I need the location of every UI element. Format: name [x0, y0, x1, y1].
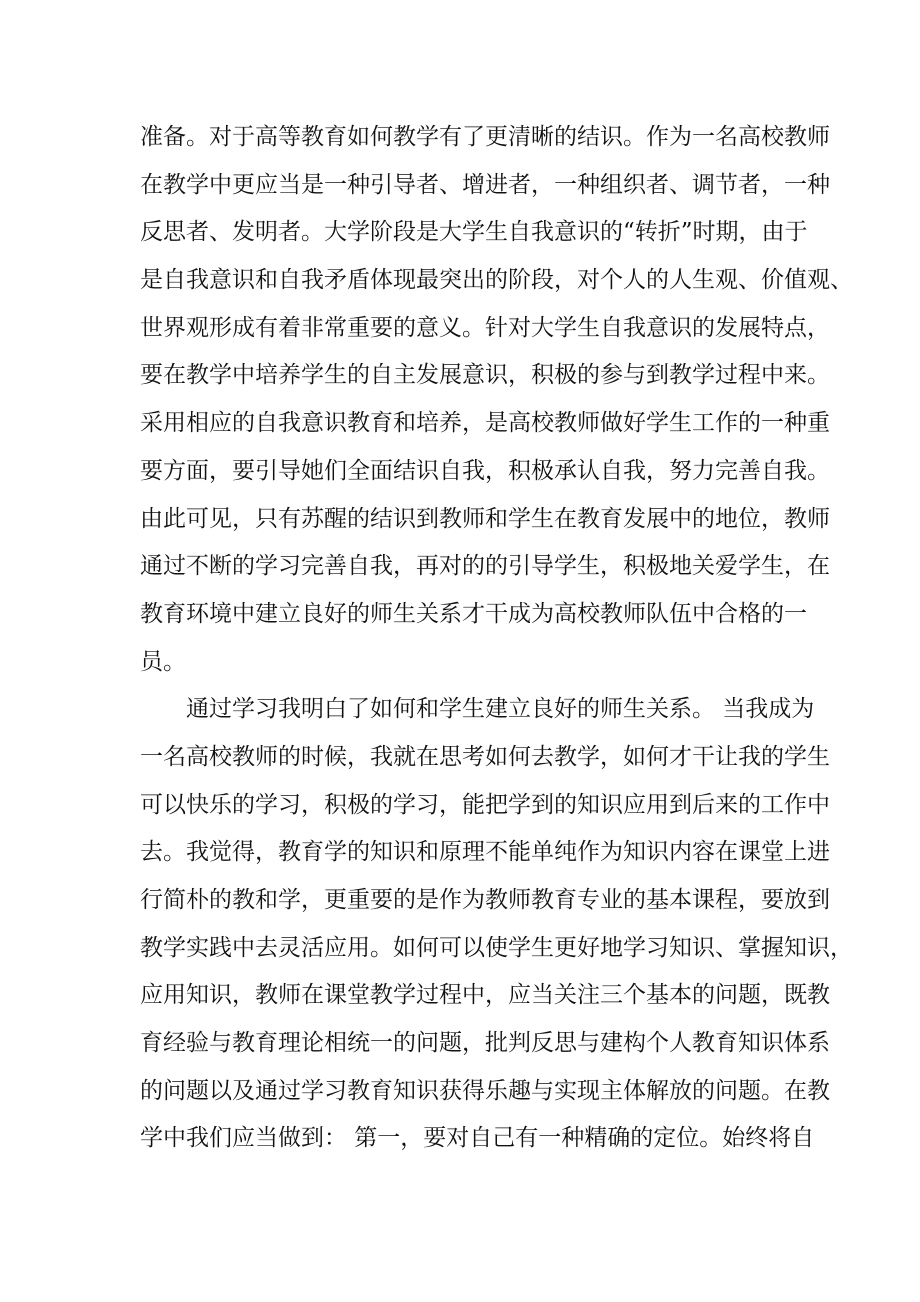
text-line: 反思者、发明者。大学阶段是大学生自我意识的“转折”时期，由于 — [140, 219, 808, 246]
text-line: 世界观形成有着非常重要的意义。针对大学生自我意识的发展特点， — [140, 314, 830, 341]
text-line: 在教学中更应当是一种引导者、增进者，一种组织者、调节者，一种 — [140, 171, 830, 198]
text-line: 员。 — [140, 648, 186, 675]
text-line: 一名高校教师的时候，我就在思考如何去教学，如何才干让我的学生 — [140, 743, 830, 770]
paragraph-2 — [140, 686, 853, 1163]
text-line: 通过学习我明白了如何和学生建立良好的师生关系。 当我成为 — [186, 696, 815, 723]
text-line: 要在教学中培养学生的自主发展意识，积极的参与到教学过程中来。 — [140, 362, 830, 389]
text-line: 教学实践中去灵活应用。如何可以使学生更好地学习知识、掌握知识， — [140, 934, 853, 961]
text-line: 采用相应的自我意识教育和培养，是高校教师做好学生工作的一种重 — [140, 410, 830, 437]
text-line: 可以快乐的学习，积极的学习，能把学到的知识应用到后来的工作中 — [140, 791, 830, 818]
text-line: 育经验与教育理论相统一的问题，批判反思与建构个人教育知识体系 — [140, 1030, 830, 1057]
text-line: 教育环境中建立良好的师生关系才干成为高校教师队伍中合格的一 — [140, 600, 807, 627]
text-line: 是自我意识和自我矛盾体现最突出的阶段，对个人的人生观、价值观、 — [140, 267, 853, 294]
body-text — [140, 114, 853, 1163]
text-line: 去。我觉得，教育学的知识和原理不能单纯作为知识内容在课堂上进 — [140, 839, 830, 866]
paragraph-1 — [140, 114, 853, 686]
text-line: 行简朴的教和学，更重要的是作为教师教育专业的基本课程，要放到 — [140, 887, 830, 913]
text-line: 应用知识，教师在课堂教学过程中，应当关注三个基本的问题，既教 — [140, 982, 830, 1009]
text-line: 准备。对于高等教育如何教学有了更清晰的结识。作为一名高校教师 — [140, 124, 830, 150]
text-line: 要方面，要引导她们全面结识自我，积极承认自我，努力完善自我。 — [140, 457, 830, 484]
text-line: 的问题以及通过学习教育知识获得乐趣与实现主体解放的问题。在教 — [140, 1077, 830, 1104]
text-line: 通过不断的学习完善自我，再对的的引导学生，积极地关爱学生，在 — [140, 553, 830, 580]
text-line: 由此可见，只有苏醒的结识到教师和学生在教育发展中的地位，教师 — [140, 505, 830, 532]
text-line: 学中我们应当做到： 第一，要对自己有一种精确的定位。始终将自 — [140, 1125, 815, 1152]
